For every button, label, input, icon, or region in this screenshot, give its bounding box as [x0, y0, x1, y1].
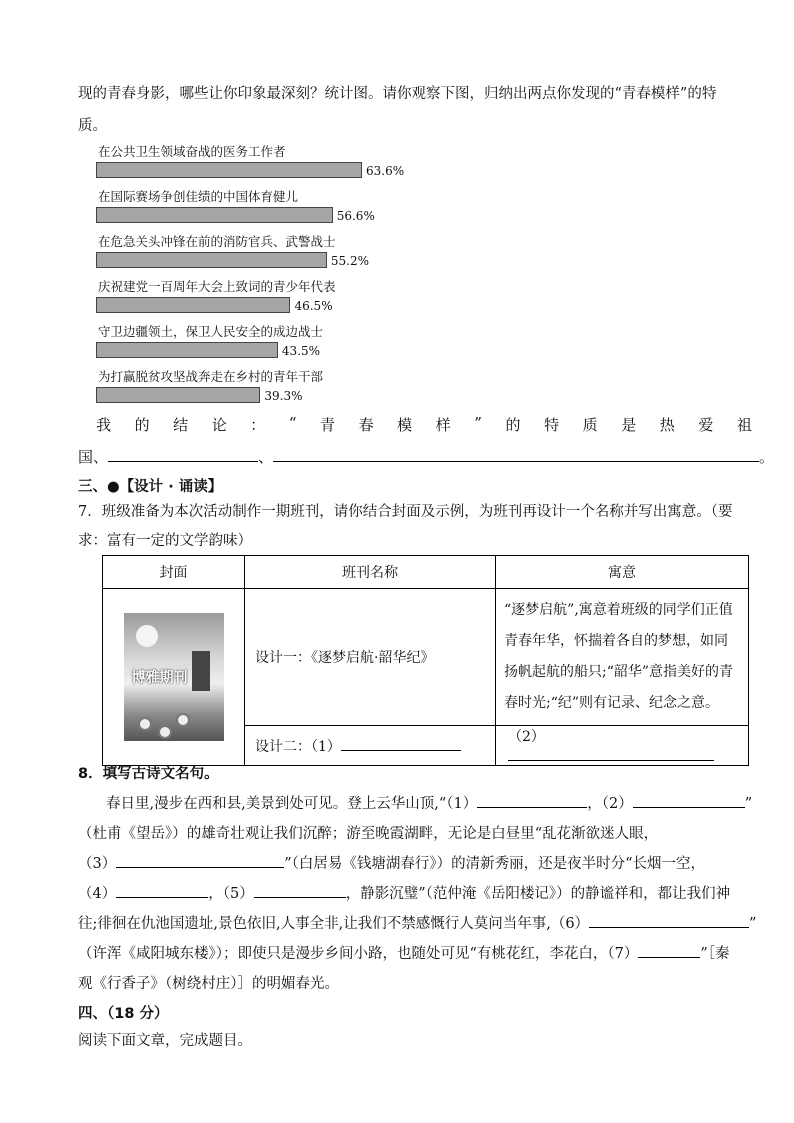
q8-line-4: [78, 882, 730, 903]
cover-cell: [103, 589, 245, 766]
text: ”: [749, 916, 757, 932]
conclusion-char: 结: [173, 416, 189, 434]
meaning-2-label: （2）: [508, 729, 545, 745]
conclusion-char: 青: [320, 416, 336, 434]
bar: [96, 252, 327, 268]
conclusion-char: ”: [474, 414, 482, 432]
design-2-blank[interactable]: [341, 736, 461, 751]
meaning-2-blank[interactable]: [508, 746, 714, 761]
conclusion-char: ：: [250, 416, 266, 434]
sun-shape: [136, 625, 158, 647]
conclusion-char: 论: [211, 416, 227, 434]
bar-value-label: 63.6%: [366, 164, 405, 178]
conclusion-char: 特: [544, 416, 560, 434]
bar-category-label: 在公共卫生领域奋战的医务工作者: [98, 144, 286, 159]
meaning-1-cell: [496, 589, 749, 726]
answer-blank-2[interactable]: [273, 447, 759, 462]
windmill-shape: [192, 651, 210, 691]
q8-line-5: [78, 912, 756, 933]
text: （4）: [78, 886, 117, 902]
meaning-2-cell: [496, 726, 749, 766]
conclusion-line-2: [78, 446, 774, 467]
conclusion-char: 是: [621, 416, 637, 434]
design-2-label: 设计二：（1）: [255, 738, 341, 755]
blank-7[interactable]: [638, 943, 700, 958]
meaning-1-line: 扬帆起航的船只;“韶华”意指美好的青: [504, 664, 734, 680]
text: ，（2）: [587, 796, 633, 812]
intro-line-2: 质。: [78, 118, 107, 134]
blank-3[interactable]: [116, 853, 284, 868]
conclusion-char: 模: [397, 416, 413, 434]
flower-shape: [176, 713, 190, 727]
conclusion-char: 样: [435, 416, 451, 434]
text: ”［秦: [700, 946, 730, 962]
intro-line-1: 现的青春身影，哪些让你印象最深刻？统计图。请你观察下图，归纳出两点你发现的“青春模样”的特: [78, 86, 717, 102]
section-4-instruction: 阅读下面文章，完成题目。: [78, 1033, 252, 1049]
conclusion-char: 爱: [698, 416, 714, 434]
bar-value-label: 39.3%: [264, 389, 303, 403]
text: ，（5）: [208, 886, 254, 902]
header-meaning: 寓意: [496, 556, 749, 589]
design-2-cell: [245, 726, 496, 766]
text: （许浑《咸阳城东楼》）；即使只是漫步乡间小路，也随处可见“有桃花红，李花白，（7）: [78, 946, 639, 962]
bar: [96, 207, 333, 223]
bar-value-label: 55.2%: [330, 254, 369, 268]
cover-title: 博雅期刊: [131, 670, 188, 686]
conclusion-char: 质: [582, 416, 598, 434]
bar-value-label: 43.5%: [281, 344, 321, 358]
blank-2[interactable]: [633, 793, 745, 808]
design-1: 设计一：《逐梦启航·韶华纪》: [245, 589, 496, 726]
bar: [96, 387, 260, 403]
q8-line-3: [78, 852, 705, 873]
bar-chart: [0, 0, 794, 410]
meaning-1-line: 青春年华，怀揣着各自的梦想，如同: [504, 633, 728, 649]
header-cover: 封面: [103, 556, 245, 589]
conclusion-char: 的: [134, 416, 150, 434]
text: 春日里,漫步在西和县,美景到处可见。登上云华山顶,“（1）: [106, 796, 478, 812]
bar-category-label: 守卫边疆领土，保卫人民安全的成边战士: [98, 324, 324, 339]
bar-category-label: 在国际赛场争创佳绩的中国体育健儿: [98, 189, 299, 204]
conclusion-char: 我: [96, 416, 112, 434]
bar-category-label: 庆祝建党一百周年大会上致词的青少年代表: [98, 279, 336, 294]
conclusion-char: 春: [358, 416, 374, 434]
cover-image: [124, 613, 224, 741]
section-4-title: 四、（18 分）: [78, 1006, 169, 1022]
text: 往;徘徊在仇池国遗址,景色依旧,人事全非,让我们不禁感慨行人莫问当年事,（6）: [78, 916, 590, 932]
q8-line-2: （杜甫《望岳》）的雄奇壮观让我们沉醉；游至晚霞湖畔，无论是白昼里“乱花渐欲迷人眼，: [78, 826, 659, 842]
bar-category-label: 在危急关头冲锋在前的消防官兵、武警战士: [98, 234, 336, 249]
header-name: 班刊名称: [245, 556, 496, 589]
conclusion-line-1: [96, 414, 752, 435]
blank-1[interactable]: [477, 793, 587, 808]
conclusion-char: 祖: [736, 416, 752, 434]
blank-4[interactable]: [116, 883, 208, 898]
q8-line-7: 观《行香子》（树绕村庄）］的明媚春光。: [78, 976, 339, 992]
bar-value-label: 56.6%: [336, 209, 375, 223]
journal-table: [102, 555, 749, 766]
answer-blank-1[interactable]: [108, 447, 258, 462]
conclusion-start: 国、: [78, 448, 109, 466]
meaning-1-line: “逐梦启航”,寓意着班级的同学们正值: [504, 602, 733, 618]
q7-line-2: 求：富有一定的文学韵味）: [78, 533, 252, 549]
q8-line-6: [78, 942, 730, 963]
section-3-title: 三、●【设计 · 诵读】: [78, 479, 223, 495]
text: （3）: [78, 856, 117, 872]
conclusion-char: 的: [505, 416, 521, 434]
conclusion-char: 热: [659, 416, 675, 434]
bar: [96, 162, 362, 178]
conclusion-sep: 、: [258, 448, 274, 466]
bar-value-label: 46.5%: [294, 299, 333, 313]
bar: [96, 297, 290, 313]
text: ”（白居易《钱塘湖春行》）的清新秀丽，还是夜半时分“长烟一空，: [284, 856, 706, 872]
q8-title: 8．填写古诗文名句。: [78, 766, 219, 782]
conclusion-char: “: [288, 414, 297, 432]
blank-5[interactable]: [254, 883, 346, 898]
bar: [96, 342, 278, 358]
flower-shape: [158, 725, 172, 739]
q8-line-1: [106, 792, 752, 813]
text: ”: [744, 796, 753, 812]
blank-6[interactable]: [589, 913, 749, 928]
meaning-1-line: 春时光;“纪”则有记录、纪念之意。: [504, 695, 720, 711]
conclusion-end: 。: [759, 448, 775, 466]
flower-shape: [138, 717, 152, 731]
q7-line-1: 7．班级准备为本次活动制作一期班刊，请你结合封面及示例，为班刊再设计一个名称并写出寓意。（要: [78, 504, 733, 520]
text: ，静影沉璧”（范仲淹《岳阳楼记》）的静谧祥和，都让我们神: [345, 886, 731, 902]
bar-category-label: 为打赢脱贫攻坚战奔走在乡村的青年干部: [98, 369, 324, 384]
